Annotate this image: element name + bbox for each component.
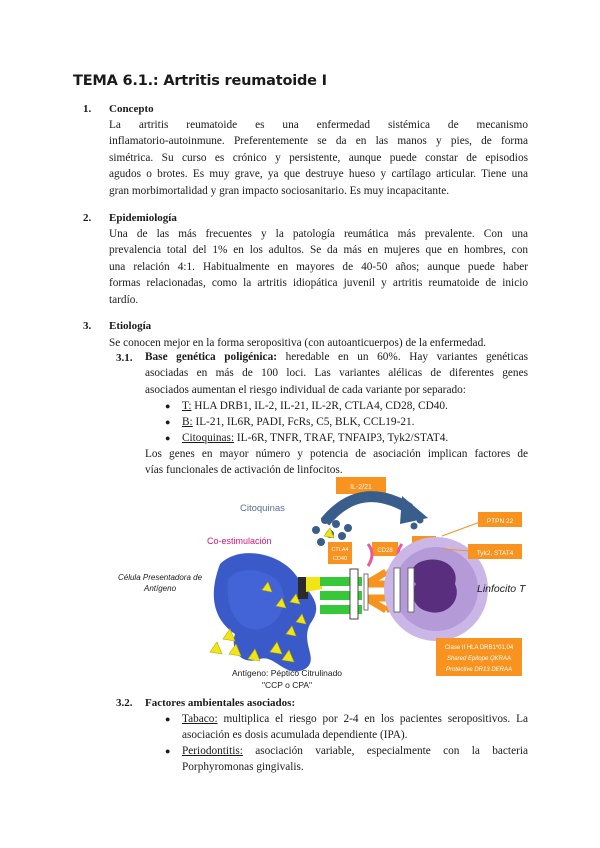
text-line <box>145 349 528 365</box>
section-heading: Etiología <box>109 320 152 332</box>
text-line: Los genes en mayor número y potencia de asociación implican factores de <box>145 448 528 460</box>
text-line: asociadas en más de 100 loci. Las variantes alélicas de diferentes genes <box>145 367 528 380</box>
orange-receptors <box>366 572 386 610</box>
text-line: La artritis reumatoide es una enfermedad sistémica de mecanismo <box>109 119 528 131</box>
section-body <box>109 226 528 308</box>
subsection-number: 3.2. <box>116 697 133 709</box>
text-line: Porphyromonas gingivalis. <box>182 761 304 774</box>
text-line: asociados aumentan el riesgo individual de cada variante por separado: <box>145 383 466 396</box>
bullet-text: multiplica el riesgo por 2-4 en los pacientes seropositivos. La <box>217 713 528 725</box>
bullet-label: B: <box>182 416 193 428</box>
bullet-icon: ● <box>165 746 171 756</box>
section-number: 3. <box>83 320 92 332</box>
bullet-text: IL-21, IL6R, PADI, FcRs, C5, BLK, CCL19-21. <box>192 416 415 428</box>
cd28-label: CD28 <box>377 548 393 554</box>
text-line <box>165 743 528 759</box>
list-item <box>165 743 528 776</box>
bullet-icon: ● <box>165 417 171 427</box>
il2-label: IL-2/21 <box>350 484 372 491</box>
subsection-body <box>145 349 528 398</box>
apc-label: Antígeno <box>143 584 177 593</box>
connector-line <box>442 522 480 536</box>
list-item <box>165 430 449 446</box>
tyk2-label: Tyk2, STAT4 <box>476 550 514 557</box>
subsection-heading: Factores ambientales asociados: <box>145 697 296 709</box>
tcell-membrane <box>408 568 414 612</box>
hla-line: Clase II HLA DRB1*01,04 <box>444 645 514 651</box>
coestimulacion-label: Co-estimulación <box>207 536 272 546</box>
hla-line: Shared Epitope QKRAA <box>446 656 512 662</box>
text-line: inflamatorio-autoinmune. Preferentemente se da en las manos y pies, de forma <box>109 135 528 148</box>
section-number: 1. <box>83 103 92 115</box>
text-line <box>165 711 528 727</box>
ctla4-label: CTLA4 <box>331 547 349 553</box>
bullet-text: IL-6R, TNFR, TRAF, TNFAIP3, Tyk2/STAT4. <box>234 432 449 444</box>
bullet-icon: ● <box>165 433 171 443</box>
text-line: una relación 4:1. Habitualmente en mayores de 40-50 años; aunque puede haber <box>109 260 528 273</box>
subsection-number: 3.1. <box>116 352 133 364</box>
ptpn22-label: PTPN 22 <box>486 518 514 525</box>
text-line: prevalencia total del 1% en los adultos. Se da más en mujeres que en hombres, con <box>109 244 528 257</box>
text-line: simétrica. Su curso es crónico y persistente, aunque puede constar de episodios <box>109 151 528 164</box>
tcell-membrane <box>394 568 400 612</box>
text-line: asociación es dosis acumulada dependiente (IPA). <box>182 729 408 742</box>
subsection-heading: Base genética poligénica: <box>145 351 277 363</box>
section-intro: Se conocen mejor en la forma seropositiva (con autoanticuerpos) de la enfermedad. <box>109 337 487 349</box>
bullet-label: Periodontitis: <box>182 745 243 757</box>
pathogenesis-figure <box>110 474 550 696</box>
linfocito-label: Linfocito T <box>477 583 526 595</box>
arrow-head-icon <box>400 496 428 524</box>
bullet-text: HLA DRB1, IL-2, IL-21, IL-2R, CTLA4, CD28, CD40. <box>191 400 448 412</box>
receptor-bar <box>364 574 368 610</box>
text-line: gran morbimortalidad y gran impacto sociosanitario. Es muy incapacitante. <box>109 184 450 197</box>
cd40-label: CD40 <box>332 556 348 562</box>
mhc-antigen <box>306 577 322 592</box>
bullet-label: Tabaco: <box>182 713 218 725</box>
receptor-arc <box>368 544 372 566</box>
page-title: TEMA 6.1.: Artritis reumatoide I <box>73 73 327 89</box>
apc-label: Célula Presentadora de <box>117 573 203 582</box>
curved-arrow <box>325 497 410 522</box>
text-line: tardío. <box>109 293 139 306</box>
bullet-icon: ● <box>165 401 171 411</box>
list-item <box>165 711 528 744</box>
list-item <box>165 414 415 430</box>
antigen-caption: Antígeno: Péptico Citrulinado <box>231 668 343 678</box>
section-heading: Epidemiología <box>109 212 177 224</box>
text-line: formas relacionadas, como la artritis idiopática juvenil y artritis reumatoide de inicio <box>109 277 528 290</box>
list-item <box>165 398 448 414</box>
section-heading: Concepto <box>109 103 154 115</box>
bullet-label: T: <box>182 400 192 412</box>
bullet-icon: ● <box>165 714 171 724</box>
tcell-nucleus <box>412 559 457 612</box>
bullet-text: asociación variable, especialmente con la bacteria <box>242 745 528 757</box>
text-line: vías funcionales de activación de linfocitos. <box>145 464 343 477</box>
citoquinas-label: Citoquinas <box>240 503 285 514</box>
antigen-caption: "CCP o CPA" <box>261 680 313 690</box>
section-body <box>109 117 528 199</box>
text-line: Una de las más frecuentes y la patología reumática más prevalente. Con una <box>109 228 528 240</box>
text-line: agudos o brotes. Es muy grave, ya que destruye hueso y cartílago articular. Tiene una <box>109 168 528 181</box>
hla-line: Protective DR13 DERAA <box>445 667 513 673</box>
text-fragment: heredable en un 60%. Hay variantes genéticas <box>285 351 529 363</box>
tcr-bar <box>350 569 358 619</box>
bullet-label: Citoquinas: <box>182 432 235 444</box>
section-number: 2. <box>83 212 92 224</box>
